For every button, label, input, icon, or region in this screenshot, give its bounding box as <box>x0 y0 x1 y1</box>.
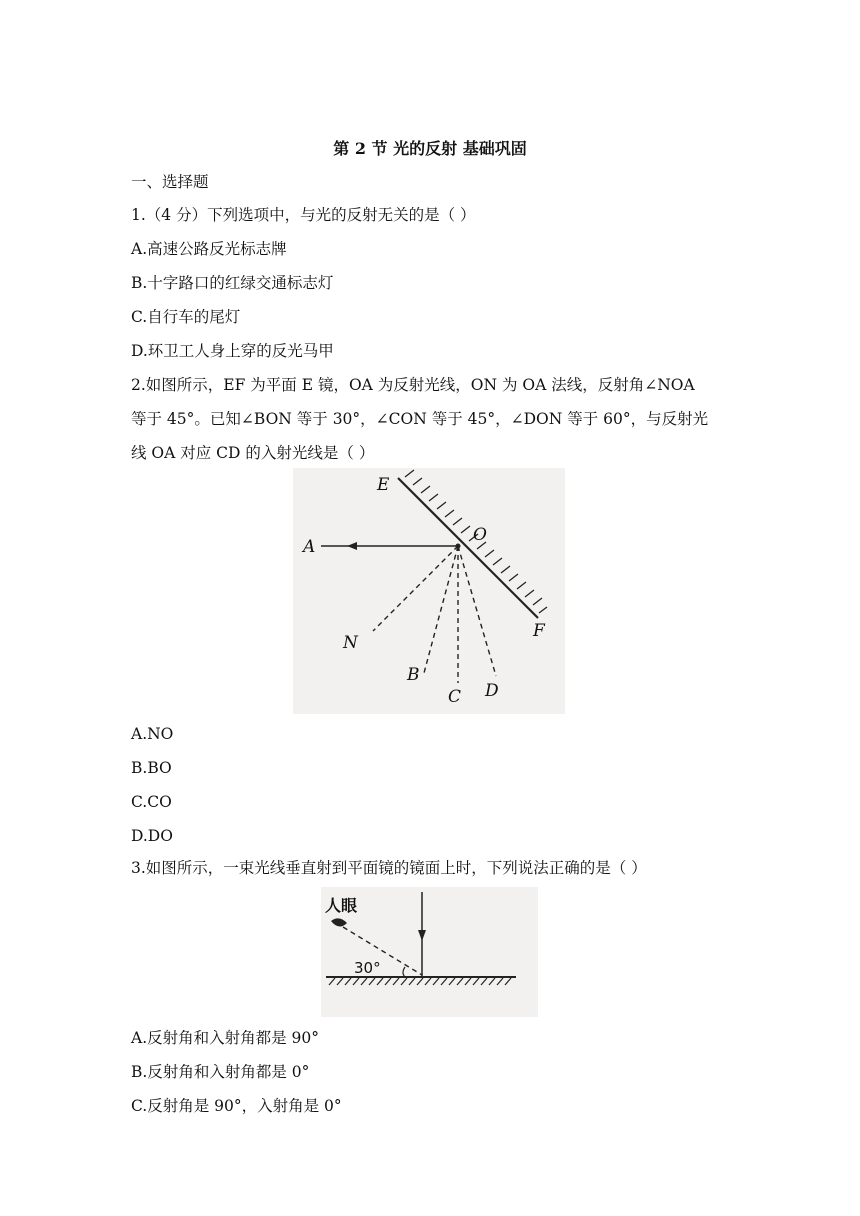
plane-mirror <box>326 977 516 985</box>
question-2-option-c: C.CO <box>131 793 172 811</box>
line-ob <box>424 546 458 673</box>
question-1-stem: 1.（4 分）下列选项中，与光的反射无关的是（ ） <box>131 206 476 224</box>
question-2-stem-line-1: 2.如图所示，EF 为平面 E 镜，OA 为反射光线，ON 为 OA 法线，反射角∠NOA <box>131 376 695 394</box>
label-a: A <box>303 537 316 557</box>
question-2-stem-line-3: 线 OA 对应 CD 的入射光线是（ ） <box>131 444 375 462</box>
question-1-option-c: C.自行车的尾灯 <box>131 308 241 326</box>
question-2-stem-line-2: 等于 45°。已知∠BON 等于 30°，∠CON 等于 45°，∠DON 等于 60°，与反射光 <box>131 410 709 428</box>
label-n: N <box>343 633 358 653</box>
angle-label: 30° <box>354 959 381 977</box>
question-1-option-d: D.环卫工人身上穿的反光马甲 <box>131 342 334 360</box>
page-title: 第 2 节 光的反射 基础巩固 <box>333 139 527 158</box>
label-b: B <box>407 665 420 685</box>
label-e: E <box>377 475 390 495</box>
line-od <box>458 546 496 676</box>
question-3-option-c: C.反射角是 90°，入射角是 0° <box>131 1097 342 1115</box>
question-2-option-b: B.BO <box>131 759 172 777</box>
label-f: F <box>533 621 545 641</box>
eye-label: 人眼 <box>325 896 358 915</box>
reflection-diagram <box>293 468 565 714</box>
label-c: C <box>448 687 462 707</box>
question-3-option-b: B.反射角和入射角都是 0° <box>131 1063 310 1081</box>
eye-icon <box>331 918 347 926</box>
incident-ray-arrowhead <box>418 930 426 941</box>
line-on <box>373 546 458 631</box>
question-1-option-b: B.十字路口的红绿交通标志灯 <box>131 274 334 292</box>
angle-arc <box>403 967 405 977</box>
label-o: O <box>473 525 487 545</box>
label-d: D <box>485 681 499 701</box>
section-heading: 一、选择题 <box>131 173 209 191</box>
mirror-incidence-diagram <box>321 887 538 1017</box>
question-1-option-a: A.高速公路反光标志牌 <box>131 240 287 258</box>
ray-oa-arrowhead <box>347 542 357 550</box>
question-3-option-a: A.反射角和入射角都是 90° <box>131 1029 320 1047</box>
question-2-option-a: A.NO <box>131 725 174 743</box>
question-2-option-d: D.DO <box>131 827 173 845</box>
question-3-stem: 3.如图所示，一束光线垂直射到平面镜的镜面上时，下列说法正确的是（ ） <box>131 859 647 877</box>
